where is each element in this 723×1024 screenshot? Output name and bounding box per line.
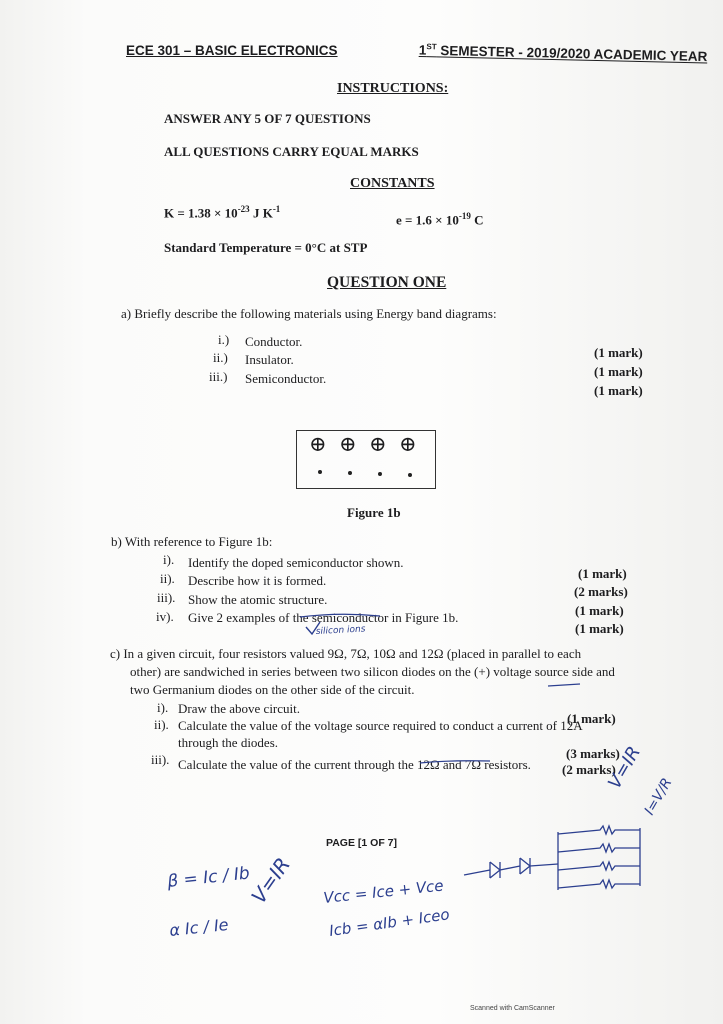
handwritten-note: Icb = αIb + Iceo: [328, 905, 451, 940]
handwritten-note: Vcc = Ice + Vce: [322, 876, 445, 907]
list-item-c-text: Draw the above circuit.: [178, 701, 301, 716]
list-item-b-text: Show the atomic structure.: [188, 592, 328, 607]
mark-b-iv: (1 mark): [575, 621, 624, 636]
question-c-line-1: c) In a given circuit, four resistors valued 9Ω, 7Ω, 10Ω and 12Ω (placed in parallel to each: [110, 646, 582, 661]
course-title: ECE 301 – BASIC ELECTRONICS: [126, 43, 338, 58]
circuit-sketch-icon: [464, 826, 640, 890]
positive-ion-icon: ⊕: [369, 432, 387, 456]
question-a-prompt: a) Briefly describe the following materials using Energy band diagrams:: [121, 306, 497, 321]
handwritten-note: silicon ions: [315, 624, 366, 637]
mark-c-i: (1 mark): [567, 711, 616, 726]
mark-b-ii: (2 marks): [574, 584, 628, 599]
list-item-a-num: iii.): [209, 369, 228, 384]
page-number: PAGE [1 OF 7]: [326, 837, 397, 849]
question-title: QUESTION ONE: [327, 274, 447, 291]
handwritten-note: V=IR: [604, 742, 645, 793]
electron-dot-icon: [348, 471, 352, 475]
figure-1b-diagram: [296, 430, 436, 489]
semester-title: 1ST SEMESTER - 2019/2020 ACADEMIC YEAR: [418, 42, 708, 65]
standard-temperature: Standard Temperature = 0°C at STP: [164, 240, 368, 255]
positive-ion-icon: ⊕: [399, 432, 417, 456]
handwritten-note: V=IR: [246, 852, 295, 908]
mark-b-i: (1 mark): [578, 566, 627, 581]
list-item-a-text: Semiconductor.: [245, 371, 327, 386]
mark-b-iii: (1 mark): [575, 603, 624, 618]
question-c-line-3: two Germanium diodes on the other side of the circuit.: [130, 682, 415, 697]
electron-dot-icon: [408, 473, 412, 477]
electron-dot-icon: [318, 470, 322, 474]
list-item-b-text: Identify the doped semiconductor shown.: [188, 555, 404, 570]
instructions-title: INSTRUCTIONS:: [337, 81, 449, 96]
underline-mark: [548, 684, 580, 686]
list-item-a-text: Conductor.: [245, 334, 303, 349]
list-item-c-text: Calculate the value of the current through the 12Ω and 7Ω resistors.: [178, 757, 531, 772]
instruction-line-1: ANSWER ANY 5 OF 7 QUESTIONS: [164, 111, 371, 126]
mark-a-ii: (1 mark): [594, 364, 643, 379]
mark-a-iii: (1 mark): [594, 383, 643, 398]
list-item-b-text: Describe how it is formed.: [188, 573, 327, 588]
figure-caption: Figure 1b: [347, 505, 401, 520]
list-item-b-num: ii).: [160, 571, 175, 586]
list-item-c-num: ii).: [154, 717, 169, 732]
constant-k: $K = 1.38 \times 10^{-23}$ J $K^{-1}$: [164, 204, 281, 221]
scanner-watermark: Scanned with CamScanner: [470, 1005, 555, 1012]
list-item-a-text: Insulator.: [245, 352, 294, 367]
instruction-line-2: ALL QUESTIONS CARRY EQUAL MARKS: [164, 144, 419, 159]
question-c-line-2: other) are sandwiched in series between two silicon diodes on the (+) voltage source side and: [130, 664, 615, 679]
list-item-a-num: i.): [218, 332, 230, 347]
list-item-b-num: iv).: [156, 609, 174, 624]
list-item-c-num: i).: [157, 700, 169, 715]
mark-c-iii: (2 marks): [562, 762, 616, 777]
list-item-b-text: Give 2 examples of the semiconductor in Figure 1b.: [188, 610, 459, 625]
positive-ion-icon: ⊕: [309, 432, 327, 456]
constant-e: $e = 1.6 \times 10^{-19}$ C: [396, 211, 484, 228]
list-item-b-num: iii).: [157, 590, 176, 605]
mark-a-i: (1 mark): [594, 345, 643, 360]
handwritten-note: α Ic / Ie: [168, 914, 230, 940]
list-item-c-num: iii).: [151, 752, 170, 767]
positive-ion-icon: ⊕: [339, 432, 357, 456]
constants-title: CONSTANTS: [350, 176, 435, 191]
list-item-c-text-cont: through the diodes.: [178, 735, 279, 750]
handwritten-note: β = Ic / Ib: [166, 863, 251, 892]
list-item-a-num: ii.): [213, 350, 228, 365]
list-item-c-text: Calculate the value of the voltage source required to conduct a current of 12A: [178, 718, 583, 733]
electron-dot-icon: [378, 472, 382, 476]
question-b-prompt: b) With reference to Figure 1b:: [111, 534, 273, 549]
handwritten-note: I=V/R: [641, 775, 676, 818]
mark-c-ii: (3 marks): [566, 746, 620, 761]
list-item-b-num: i).: [163, 552, 175, 567]
